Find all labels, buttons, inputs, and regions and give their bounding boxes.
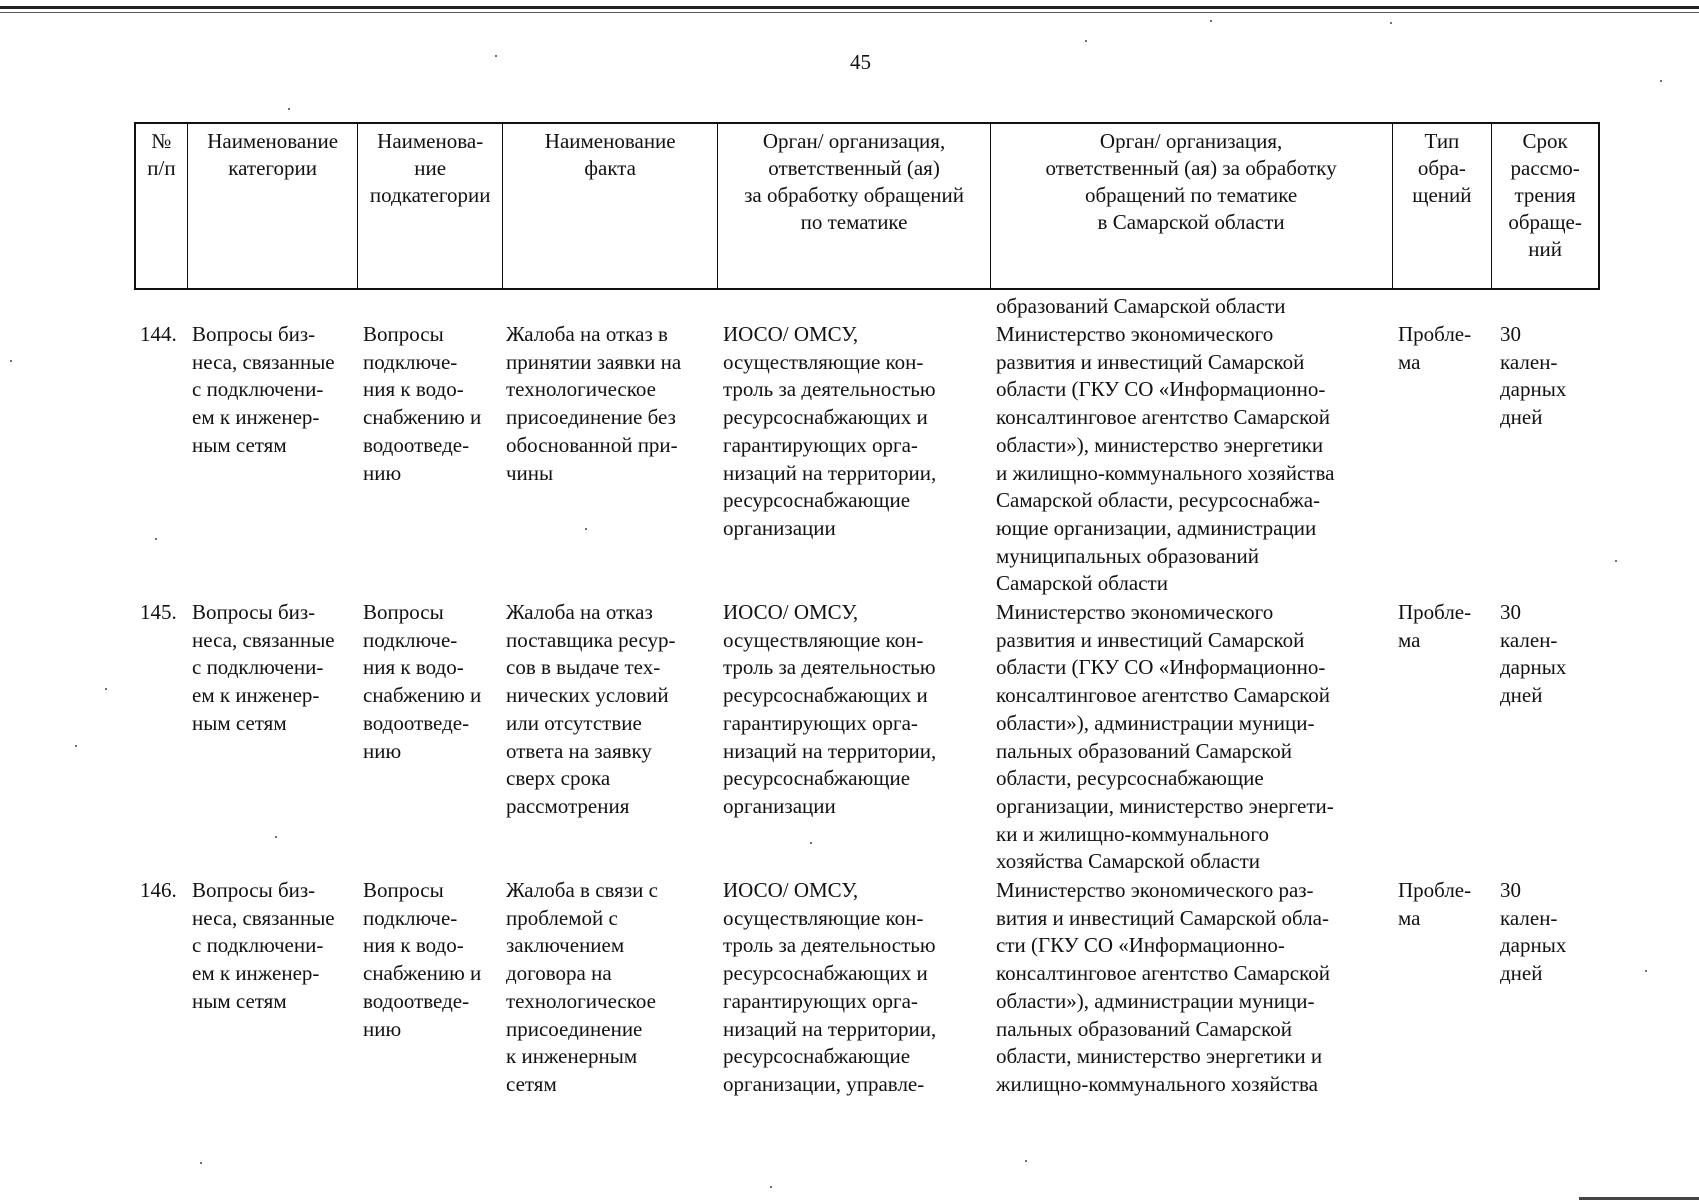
row-num: 146. xyxy=(140,878,177,902)
row-term: 30 кален- дарных дней xyxy=(1500,600,1567,708)
carryover-text: образований Самарской области xyxy=(996,294,1286,318)
scan-speck xyxy=(1025,1160,1027,1162)
row-term: 30 кален- дарных дней xyxy=(1500,878,1567,986)
header-org-federal: Орган/ организация, ответственный (ая) за обработку обращений по тематике xyxy=(718,124,990,288)
scan-speck xyxy=(275,836,277,838)
header-term: Срок рассмо- трения обраще- ний xyxy=(1508,129,1582,261)
scan-speck xyxy=(495,55,497,57)
scan-speck xyxy=(1085,40,1087,42)
row-org-region: Министерство экономического развития и инвестиций Самарской области (ГКУ СО «Информационно- консалтинговое агентство Самарской области»), администрации муници- пальных образований Самарской области, ресурсоснабжающие организации, министерство энергети- ки и жилищно-коммунального хозяйства Самарской области xyxy=(996,600,1334,874)
row-fact: Жалоба на отказ в принятии заявки на технологическое присоединение без обоснованной при- чины xyxy=(506,322,682,485)
scan-speck xyxy=(770,1186,772,1188)
scan-speck xyxy=(585,528,587,530)
row-category: Вопросы биз- неса, связанные с подключени- ем к инженер- ным сетям xyxy=(192,600,335,735)
scan-speck xyxy=(105,688,107,690)
row-subcategory: Вопросы подключе- ния к водо- снабжению и водоотведе- нию xyxy=(363,878,482,1041)
row-type: Пробле- ма xyxy=(1398,878,1472,930)
row-org-federal: ИОСО/ ОМСУ, осуществляющие кон- троль за деятельностью ресурсоснабжающих и гарантирующих орга- низаций на территории, ресурсоснабжающие организации, управле- xyxy=(723,878,937,1096)
row-org-region: Министерство экономического раз- вития и инвестиций Самарской обла- сти (ГКУ СО «Информационно- консалтинговое агентство Самарской области»), администрации муници- пальных образований Самарской области, министерство энергетики и жилищно-коммунального хозяйства xyxy=(996,878,1330,1096)
row-category: Вопросы биз- неса, связанные с подключени- ем к инженер- ным сетям xyxy=(192,878,335,1013)
scan-speck xyxy=(10,360,12,362)
row-org-federal: ИОСО/ ОМСУ, осуществляющие кон- троль за деятельностью ресурсоснабжающих и гарантирующих орга- низаций на территории, ресурсоснабжающие организации xyxy=(723,600,937,818)
table-header xyxy=(134,122,1600,290)
header-fact: Наименование факта xyxy=(503,124,718,288)
scan-speck xyxy=(1210,20,1212,22)
header-type: Тип обра- щений xyxy=(1393,124,1493,288)
row-category: Вопросы биз- неса, связанные с подключени- ем к инженер- ным сетям xyxy=(192,322,335,457)
row-term: 30 кален- дарных дней xyxy=(1500,322,1567,430)
scan-speck xyxy=(75,745,77,747)
scan-speck xyxy=(1390,22,1392,24)
scan-speck xyxy=(288,108,290,110)
scan-speck xyxy=(1615,560,1617,562)
row-fact: Жалоба в связи с проблемой с заключением договора на технологическое присоединение к инженерным сетям xyxy=(506,878,658,1096)
row-type: Пробле- ма xyxy=(1398,322,1472,374)
scan-speck xyxy=(200,1162,202,1164)
row-subcategory: Вопросы подключе- ния к водо- снабжению и водоотведе- нию xyxy=(363,600,482,763)
scan-speck xyxy=(1660,80,1662,82)
scan-speck xyxy=(155,538,157,540)
header-category: Наименование категории xyxy=(188,124,359,288)
scan-speck xyxy=(810,842,812,844)
row-num: 145. xyxy=(140,600,177,624)
header-subcategory: Наименова- ние подкатегории xyxy=(358,124,503,288)
header-num: № п/п xyxy=(136,124,188,288)
row-org-region: Министерство экономического развития и инвестиций Самарской области (ГКУ СО «Информационно- консалтинговое агентство Самарской области»), министерство энергетики и жилищно-коммунального хозяйства Самарской области, ресурсоснабжа- ющие организации, администрации муниципальных образований Самарской области xyxy=(996,322,1335,596)
row-fact: Жалоба на отказ поставщика ресур- сов в выдаче тех- нических условий или отсутствие ответа на заявку сверх срока рассмотрения xyxy=(506,600,676,818)
row-num: 144. xyxy=(140,322,177,346)
top-rule xyxy=(0,6,1699,9)
row-type: Пробле- ма xyxy=(1398,600,1472,652)
header-org-region: Орган/ организация, ответственный (ая) за обработку обращений по тематике в Самарской области xyxy=(991,124,1393,288)
row-subcategory: Вопросы подключе- ния к водо- снабжению и водоотведе- нию xyxy=(363,322,482,485)
row-org-federal: ИОСО/ ОМСУ, осуществляющие кон- троль за деятельностью ресурсоснабжающих и гарантирующих орга- низаций на территории, ресурсоснабжающие организации xyxy=(723,322,937,540)
top-rule-thin xyxy=(0,12,1699,13)
scan-speck xyxy=(1645,970,1647,972)
page-number: 45 xyxy=(850,50,871,74)
